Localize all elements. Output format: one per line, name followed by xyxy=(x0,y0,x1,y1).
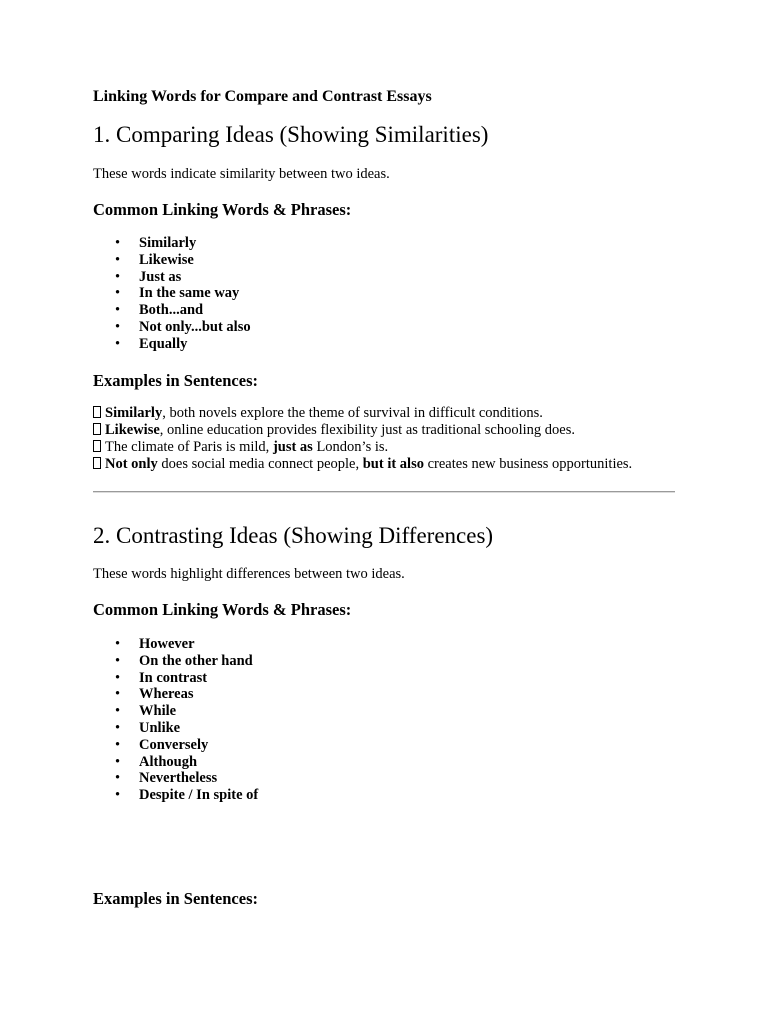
example-sentence: The climate of Paris is mild, just as London’s is. xyxy=(93,439,632,456)
missing-glyph-icon xyxy=(93,406,101,418)
list-item: • Not only...but also xyxy=(115,318,251,335)
list-item: • In the same way xyxy=(115,285,240,302)
list-item: • On the other hand xyxy=(115,652,253,669)
list-item: • Whereas xyxy=(115,686,194,703)
list-item: • In contrast xyxy=(115,669,208,686)
bullet-icon: • xyxy=(115,686,121,703)
bullet-icon: • xyxy=(115,753,121,770)
bullet-icon: • xyxy=(115,285,121,302)
bullet-icon: • xyxy=(115,235,121,251)
section-divider xyxy=(93,491,675,493)
list-item: • Equally xyxy=(115,335,188,352)
bullet-icon: • xyxy=(115,736,121,753)
bullet-icon: • xyxy=(115,302,121,319)
missing-glyph-icon xyxy=(93,457,101,469)
bullet-icon: • xyxy=(115,318,121,335)
section1-heading: 1. Comparing Ideas (Showing Similarities) xyxy=(93,122,489,147)
example-sentence: Similarly, both novels explore the theme of survival in difficult conditions. xyxy=(93,405,632,422)
section2-list-heading: Common Linking Words & Phrases: xyxy=(93,600,352,619)
document-title: Linking Words for Compare and Contrast Essays xyxy=(93,88,432,105)
section1-linking-words-list xyxy=(93,235,251,353)
bullet-icon: • xyxy=(115,703,121,720)
missing-glyph-icon xyxy=(93,423,101,435)
list-item: • Similarly xyxy=(115,235,197,251)
bullet-icon: • xyxy=(115,636,121,652)
missing-glyph-icon xyxy=(93,440,101,452)
list-item: • Likewise xyxy=(115,251,194,268)
bullet-icon: • xyxy=(115,652,121,669)
section2-examples-heading: Examples in Sentences: xyxy=(93,889,258,908)
list-item: • Despite / In spite of xyxy=(115,787,259,804)
bullet-icon: • xyxy=(115,251,121,268)
bullet-icon: • xyxy=(115,787,121,804)
section1-examples xyxy=(93,405,632,473)
list-item: • However xyxy=(115,636,195,652)
list-item: • Just as xyxy=(115,268,182,285)
section1-examples-heading: Examples in Sentences: xyxy=(93,371,258,390)
list-item: • Conversely xyxy=(115,736,209,753)
bullet-icon: • xyxy=(115,669,121,686)
list-item: • While xyxy=(115,703,177,720)
section2-heading: 2. Contrasting Ideas (Showing Differences) xyxy=(93,523,494,548)
section2-intro: These words highlight differences between two ideas. xyxy=(93,566,405,582)
list-item: • Both...and xyxy=(115,302,204,319)
section1-list-heading: Common Linking Words & Phrases: xyxy=(93,200,352,219)
list-item: • Unlike xyxy=(115,719,181,736)
bullet-icon: • xyxy=(115,770,121,787)
example-sentence: Likewise, online education provides flexibility just as traditional schooling does. xyxy=(93,422,632,439)
example-sentence: Not only does social media connect people, but it also creates new business opportunities. xyxy=(93,456,632,473)
bullet-icon: • xyxy=(115,335,121,352)
bullet-icon: • xyxy=(115,719,121,736)
bullet-icon: • xyxy=(115,268,121,285)
list-item: • Nevertheless xyxy=(115,770,218,787)
list-item: • Although xyxy=(115,753,198,770)
section1-intro: These words indicate similarity between two ideas. xyxy=(93,166,390,182)
section2-linking-words-list xyxy=(93,636,258,804)
